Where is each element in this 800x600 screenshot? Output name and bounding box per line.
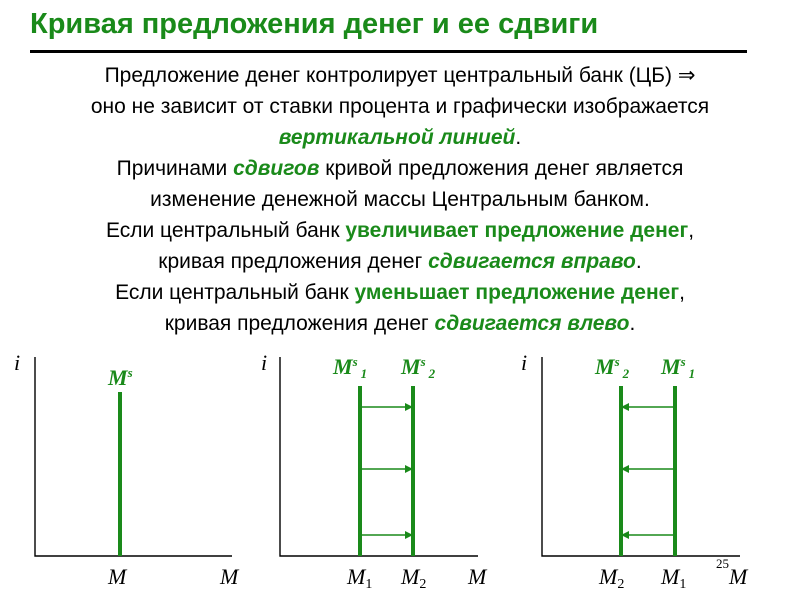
highlight-decrease: уменьшает предложение денег — [354, 281, 680, 304]
text-line-6-a: Если центральный банк — [105, 219, 346, 242]
middle-curve-1-label: $M^s_1$ — [333, 354, 368, 381]
text-line-9-a: кривая предложения денег — [164, 312, 435, 335]
text-line-4-a: Причинами — [116, 157, 234, 180]
left-tick-label: M — [108, 564, 127, 589]
right-tick-1: M2 — [599, 564, 625, 592]
page-number: 25 — [716, 556, 729, 571]
left-curve-label: $M^s$ — [108, 365, 133, 390]
slide-title: Кривая предложения денег и ее сдвиги — [30, 8, 599, 40]
highlight-shifts: сдвигов — [233, 157, 320, 180]
highlight-increase: увеличивает предложение денег — [345, 219, 689, 242]
right-y-axis-label: i — [521, 350, 528, 375]
left-x-axis-label: M — [220, 564, 239, 589]
text-line-8-b: , — [679, 281, 685, 304]
middle-axes — [280, 357, 478, 556]
text-line-4-b: кривой предложения денег является — [319, 157, 684, 180]
middle-x-axis-label: M — [468, 564, 487, 589]
text-line-5: изменение денежной массы Центральным банком. — [150, 188, 650, 211]
text-line-7-b: . — [635, 250, 642, 273]
text-line-6-b: , — [688, 219, 695, 242]
text-line-7-a: кривая предложения денег — [158, 250, 429, 273]
middle-tick-1: M1 — [347, 564, 373, 592]
right-axes — [542, 357, 740, 556]
highlight-shift-left: сдвигается влево — [434, 312, 630, 335]
diagram-single-supply — [14, 350, 240, 589]
diagram-supply-increase — [261, 350, 488, 592]
text-line-2: оно не зависит от ставки процента и графически изображается — [90, 95, 710, 118]
right-curve-2-label: $M^s_1$ — [661, 354, 696, 381]
highlight-shift-right: сдвигается вправо — [428, 250, 636, 273]
right-curve-1-label: $M^s_2$ — [595, 354, 630, 381]
right-tick-2: M1 — [661, 564, 687, 592]
text-line-9-b: . — [629, 312, 636, 335]
middle-curve-2-label: $M^s_2$ — [401, 354, 436, 381]
highlight-vertical-line: вертикальной линией — [278, 126, 516, 149]
diagram-supply-decrease — [521, 350, 749, 592]
text-line-1: Предложение денег контролирует центральный банк (ЦБ) ⇒ — [104, 64, 696, 87]
middle-tick-2: M2 — [401, 564, 427, 592]
right-x-axis-label: M — [729, 564, 748, 589]
left-y-axis-label: i — [14, 350, 21, 375]
text-line-8-a: Если центральный банк — [115, 281, 355, 304]
middle-y-axis-label: i — [261, 350, 268, 375]
text-line-3-end: . — [515, 126, 522, 149]
left-axes — [35, 357, 232, 556]
